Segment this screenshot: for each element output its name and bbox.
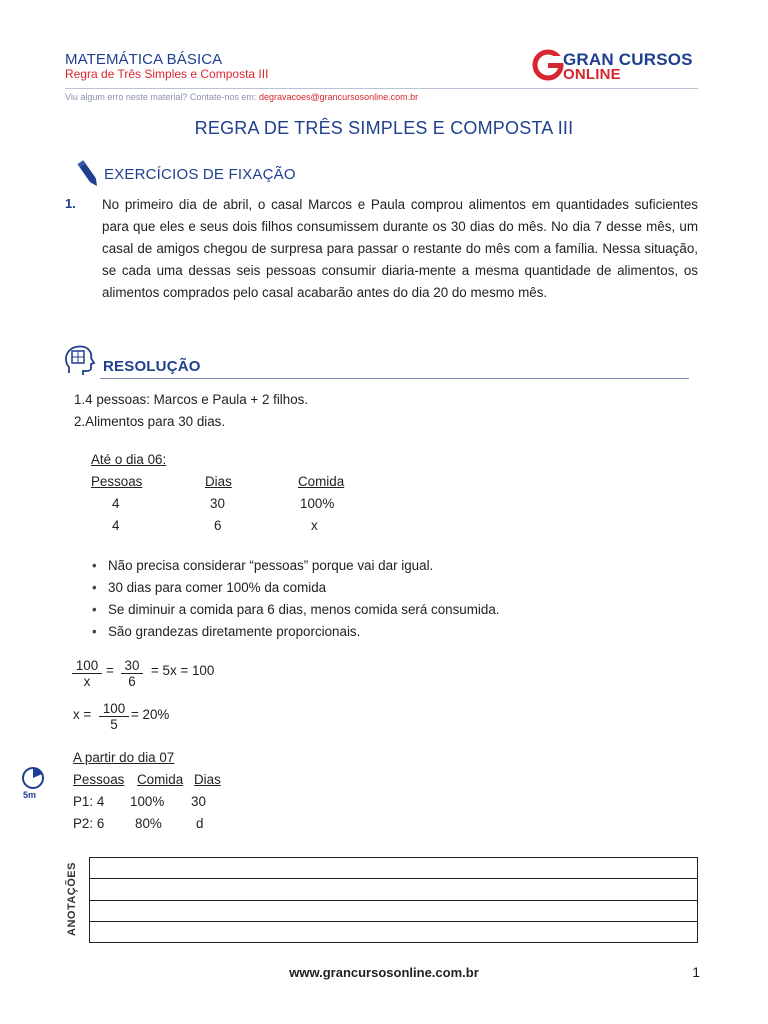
notes-line — [90, 921, 697, 922]
pencil-icon — [74, 158, 102, 190]
equation1-fraction1 — [72, 658, 102, 690]
list-item: • 30 dias para comer 100% da comida — [92, 577, 500, 599]
fraction-numerator: 30 — [121, 658, 143, 674]
table1-header-dias: Dias — [205, 474, 232, 489]
equation1-fraction2 — [121, 658, 143, 690]
resolution-divider — [100, 378, 689, 379]
fraction-numerator: 100 — [99, 701, 129, 717]
table2-cell: P1: 4 — [73, 794, 105, 809]
contact-email-link[interactable]: degravacoes@grancursosonline.com.br — [258, 92, 419, 102]
list-item: • Se diminuir a comida para 6 dias, menos comida será consumida. — [92, 599, 500, 621]
question-number: 1. — [65, 196, 76, 211]
list-item: • Não precisa considerar “pessoas” porque vai dar igual. — [92, 555, 500, 577]
resolution-step-1: 1.4 pessoas: Marcos e Paula + 2 filhos. — [74, 392, 309, 407]
table2-caption: A partir do dia 07 — [73, 750, 175, 765]
page-title: REGRA DE TRÊS SIMPLES E COMPOSTA III — [194, 118, 574, 138]
exercises-heading: EXERCÍCIOS DE FIXAÇÃO — [104, 166, 296, 183]
observations-list — [92, 555, 500, 643]
table2-header-pessoas: Pessoas — [73, 772, 125, 787]
timer-icon — [20, 765, 46, 791]
logo-text-gran-cursos: GRAN CURSOS — [563, 50, 693, 69]
equation1-equals: = — [106, 663, 114, 678]
list-item: • São grandezas diretamente proporcionais. — [92, 621, 500, 643]
timer-label: 5m — [23, 790, 37, 800]
table2-cell: 100% — [130, 794, 165, 809]
notes-line — [90, 900, 697, 901]
page-number: 1 — [692, 964, 700, 980]
contact-notice — [65, 92, 418, 102]
table1-cell: 100% — [300, 496, 335, 511]
question-text: No primeiro dia de abril, o casal Marcos e Paula comprou alimentos em quantidades suficientes para que eles e seus dois filhos consumissem durante os 30 dias do mês. No dia 7 desse mês, um casal de amigos chegou de surpresa para passar o restante do mês com a família. Nessa situação, se cada uma dessas seis pessoas consumir diaria-mente a mesma quantidade de alimentos, os alimentos comprados pelo casal acabarão antes do dia 20 do mesmo mês. — [102, 197, 698, 300]
gran-cursos-logo[interactable] — [532, 48, 704, 84]
table1-cell: x — [311, 518, 318, 533]
head-calculator-icon — [63, 343, 97, 377]
table1-header-pessoas: Pessoas — [91, 474, 143, 489]
contact-prefix: Viu algum erro neste material? Contate-nos em: — [65, 92, 259, 102]
table1-cell: 4 — [112, 518, 120, 533]
resolution-step-2: 2.Alimentos para 30 dias. — [74, 414, 226, 429]
table1-cell: 30 — [210, 496, 225, 511]
table2-cell: d — [196, 816, 204, 831]
notes-label: ANOTAÇÕES — [66, 862, 78, 936]
table2-cell: 80% — [135, 816, 162, 831]
table1-caption: Até o dia 06: — [91, 452, 167, 467]
course-subtitle: Regra de Três Simples e Composta III — [65, 67, 269, 81]
course-title: MATEMÁTICA BÁSICA — [65, 51, 223, 68]
table2-header-comida: Comida — [137, 772, 184, 787]
header-divider — [65, 88, 698, 89]
fraction-denominator: 5 — [110, 717, 118, 732]
table2-cell: 30 — [191, 794, 206, 809]
equation1-result: = 5x = 100 — [151, 663, 215, 678]
table1-header-comida: Comida — [298, 474, 345, 489]
equation2-lhs: x = — [73, 707, 92, 722]
logo-g-icon — [532, 48, 566, 82]
fraction-denominator: 6 — [128, 674, 136, 689]
table2-header-dias: Dias — [194, 772, 221, 787]
notes-box[interactable] — [89, 857, 698, 943]
fraction-denominator: x — [83, 674, 91, 689]
equation2-fraction — [99, 701, 129, 733]
logo-text-online: ONLINE — [563, 66, 621, 83]
resolution-heading: RESOLUÇÃO — [103, 358, 201, 375]
table2-cell: P2: 6 — [73, 816, 105, 831]
equation2-result: = 20% — [131, 707, 170, 722]
footer-url-link[interactable]: www.grancursosonline.com.br — [289, 965, 479, 980]
notes-line — [90, 878, 697, 879]
table1-cell: 4 — [112, 496, 120, 511]
table1-cell: 6 — [214, 518, 222, 533]
fraction-numerator: 100 — [72, 658, 102, 674]
